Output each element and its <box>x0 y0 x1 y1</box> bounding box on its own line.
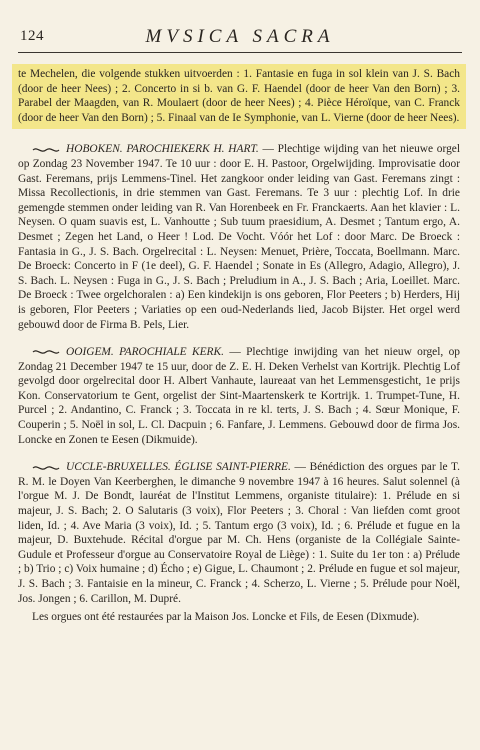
entry-heading: UCCLE-BRUXELLES. ÉGLISE SAINT-PIERRE. <box>66 461 291 474</box>
closing-note: Les orgues ont été restaurées par la Maison Jos. Loncke et Fils, de Eesen (Dixmude). <box>32 611 420 624</box>
entry-heading: OOIGEM. PAROCHIALE KERK. <box>66 346 224 359</box>
entry-hoboken <box>18 142 460 332</box>
ornament-icon <box>32 146 60 154</box>
running-title: MVSICA SACRA <box>145 26 335 47</box>
ornament-icon <box>32 464 60 472</box>
page-number: 124 <box>20 28 44 44</box>
entry-text: — Bénédiction des orgues par le T. R. M. le Doyen Van Keerberghen, le dimanche 9 novembre 1947 à 16 heures. Salut solennel (à l'orgue M. J. De Bondt, lauréat de l'Institut Lemmens, organiste titulaire): 1. Prélude en si majeur, J. S. Bach; 2. O Salutaris (3 voix), Flor Peeters ; 3. Choral : Van liefden comt groot liden, Id. ; 4. Ave Maria (3 voix), Id. ; 5. Tantum ergo (3 voix), Id. ; 6. Prélude et fugue en la majeur, D. Buxtehude. Récital d'orgue par M. Ch. Hens (organiste de la Collégiale Sainte-Gudule et Professeur d'orgue au Conservatoire Royal de Liège) : 1. Suite du 1er ton : a) Prélude ; b) Trio ; c) Voix humaine ; d) Écho ; e) Gigue, L. Chaumont ; 2. Prélude en fugue et sol majeur, J. S. Bach ; 3. Fantaisie en la mineur, C. Franck ; 4. Scherzo, L. Vierne ; 5. Prélude pour Noël, Jos. Jongen ; 6. Carillon, M. Dupré. <box>18 461 460 605</box>
ornament-icon <box>32 348 60 356</box>
entry-heading: HOBOKEN. PAROCHIEKERK H. HART. <box>66 143 259 156</box>
page-header <box>18 26 462 53</box>
entry-text: — Plechtige wijding van het nieuwe orgel op Zondag 23 November 1947. Te 10 uur : door E. H. Pastoor, Orgelwijding. Improvisatie door Gast. Feremans, prijs Lemmens-Tinel. Het zangkoor onder leiding van Gast. Feremans zingt : Missa Recollectionis, in drie stemmen van Gast. Feremans. Te 3 uur : plechtig Lof. In drie gemengde stemmen onder leiding van R. Van Horenbeek en Fr. Franckaerts. Aan het klavier : L. Neysen. O quam suavis est, L. Vanhoutte ; Sub tuum praesidium, A. Desmet ; Tantum ergo, A. Desmet ; Zegen het Land, o Heer ! Lod. De Vocht. Vóór het Lof : door Marc. De Broeck : Fantasia in G., J. S. Bach. Orgelrecital : L. Neysen: Menuet, Prière, Toccata, Boellmann. Marc. De Broeck: Concerto in F (1e deel), G. F. Haendel ; Sonate in Es (Allegro, Adagio, Allegro), J. S. Bach. L. Neysen : Fuga in G., J. S. Bach ; Preludium in A., J. S. Bach ; Aria, Loeillet. Marc. De Broeck : Twee orgelchoralen : a) Een kindekijn is ons geboren, Flor Peeters ; b) Herders, Hij is geboren, Flor Peeters ; Variaties op een oud-Nederlands lied, Jacob Bijster. Het orgel werd gebouwd door de Firma B. Pels, Lier. <box>18 143 460 331</box>
entry-text: — Plechtige inwijding van het nieuw orgel, op Zondag 21 December 1947 te 15 uur, door de Z. E. H. Deken Verhelst van Kortrijk. Plechtig Lof gevolgd door orgelrecital door H. Albert Vanhaute, laureaat van het Lemmensgesticht, 1e prijs Kon. Conservatorium te Gent, orgelist der Sint-Maartenskerk te Kortrijk. 1. Trumpet-Tune, H. Purcel ; 2. Andantino, C. Franck ; 3. Toccata in re kl. terts, J. S. Bach ; 4. Sœur Monique, F. Couperin ; 5. Noël in sol, L. Cl. Dacpuin ; 6. Fanfare, J. Lemmens. Gebouwd door de firma Jos. Loncke en Zonen te Eesen (Dikmuide). <box>18 346 460 446</box>
entry-ooigem <box>18 345 460 447</box>
entry-uccle <box>18 460 460 606</box>
page-body <box>18 64 460 625</box>
highlighted-paragraph: te Mechelen, die volgende stukken uitvoerden : 1. Fantasie en fuga in sol klein van J. S. Bach (door de heer Nees) ; 2. Concerto in si b. van G. F. Haendel (door de heer Van den Born) ; 3. Parabel der Maagden, van R. Moulaert (door de heer Nees) ; 4. Pièce Héroïque, van C. Franck (door de heer Van den Born) ; 5. Finaal van de Ie Symphonie, van L. Vierne (door de heer Nees). <box>12 64 466 129</box>
